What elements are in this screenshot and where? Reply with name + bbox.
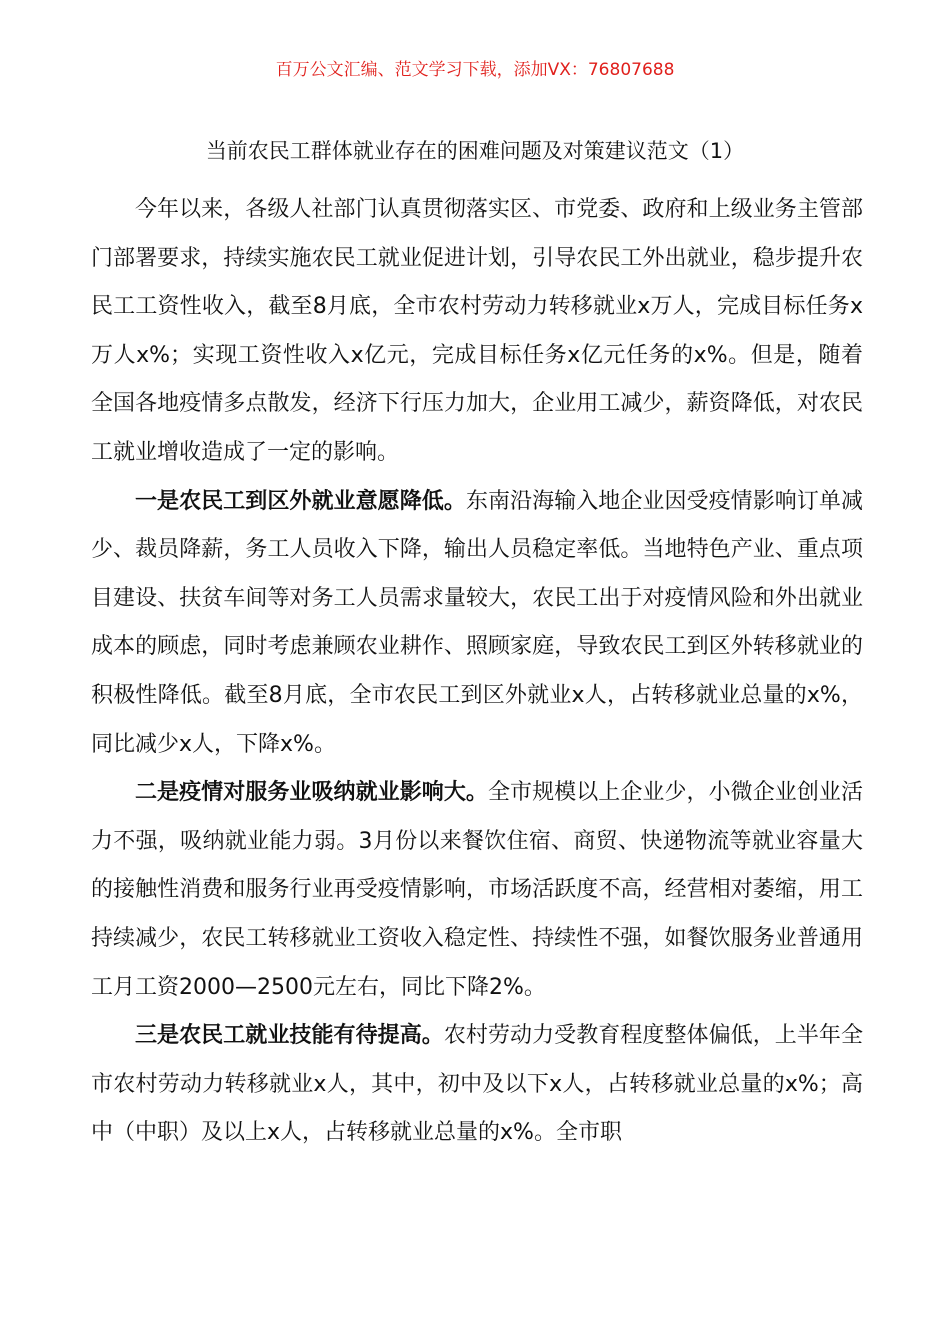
watermark-header: 百万公文汇编、范文学习下载，添加VX：76807688 [275, 60, 675, 80]
paragraph-point-2 [91, 769, 863, 1012]
paragraph-intro [91, 186, 863, 478]
paragraph-lead: 二是疫情对服务业吸纳就业影响大。 [135, 780, 488, 806]
paragraph-lead: 三是农民工就业技能有待提高。 [135, 1023, 444, 1049]
paragraph-text: 全市规模以上企业少，小微企业创业活力不强，吸纳就业能力弱。3月份以来餐饮住宿、商贸、快递物流等就业容量大的接触性消费和服务行业再受疫情影响，市场活跃度不高，经营相对萎缩，用工持续减少，农民工转移就业工资收入稳定性、持续性不强，如餐饮服务业普通用工月工资2000—2500元左右，同比下降2%。 [91, 780, 863, 1000]
paragraph-text: 东南沿海输入地企业因受疫情影响订单减少、裁员降薪，务工人员收入下降，输出人员稳定率低。当地特色产业、重点项目建设、扶贫车间等对务工人员需求量较大，农民工出于对疫情风险和外出就业成本的顾虑，同时考虑兼顾农业耕作、照顾家庭，导致农民工到区外转移就业的积极性降低。截至8月底，全市农民工到区外就业x人，占转移就业总量的x%，同比减少x人，下降x%。 [91, 488, 863, 757]
paragraph-point-1 [91, 478, 863, 770]
paragraph-text: 农村劳动力受教育程度整体偏低，上半年全市农村劳动力转移就业x人，其中，初中及以下x人，占转移就业总量的x%；高中（中职）及以上x人，占转移就业总量的x%。全市职 [91, 1023, 863, 1146]
paragraph-point-3 [91, 1012, 863, 1158]
paragraph-lead: 一是农民工到区外就业意愿降低。 [135, 488, 466, 514]
document-title: 当前农民工群体就业存在的困难问题及对策建议范文（1） [205, 139, 745, 163]
document-body [91, 186, 863, 1158]
paragraph-text: 今年以来，各级人社部门认真贯彻落实区、市党委、政府和上级业务主管部门部署要求，持续实施农民工就业促进计划，引导农民工外出就业，稳步提升农民工工资性收入，截至8月底，全市农村劳动力转移就业x万人，完成目标任务x万人x%；实现工资性收入x亿元，完成目标任务x亿元任务的x%。但是，随着全国各地疫情多点散发，经济下行压力加大，企业用工减少，薪资降低，对农民工就业增收造成了一定的影响。 [91, 197, 863, 465]
